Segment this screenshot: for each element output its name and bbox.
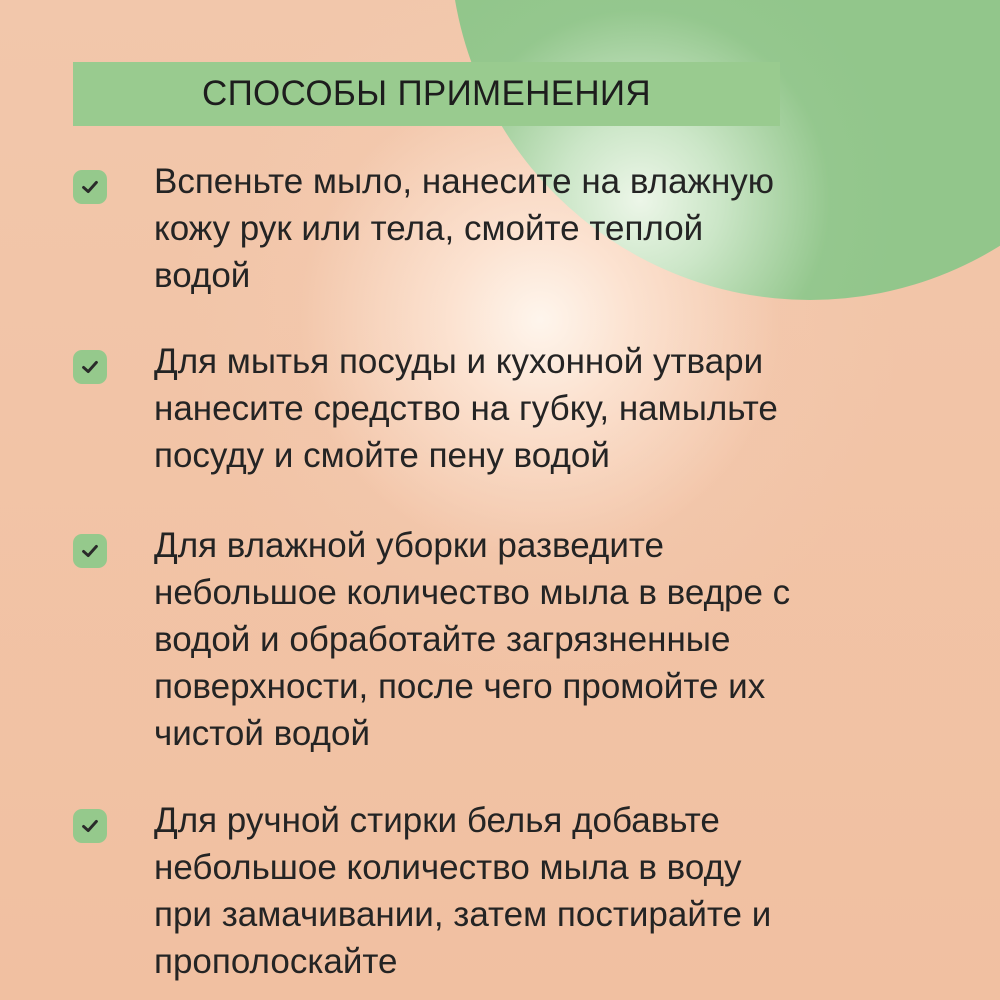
usage-line: посуду и смойте пену водой	[154, 436, 610, 475]
usage-line: водой	[154, 256, 251, 295]
usage-line: Для ручной стирки белья добавьте	[154, 801, 720, 840]
usage-item-text	[154, 797, 771, 985]
usage-line: Для мытья посуды и кухонной утвари	[154, 342, 764, 381]
usage-line: при замачивании, затем постирайте и	[154, 895, 772, 934]
check-icon	[73, 809, 107, 843]
check-icon	[73, 350, 107, 384]
usage-item-2	[73, 338, 953, 479]
usage-line: небольшое количество мыла в ведре с	[154, 573, 791, 612]
usage-line: нанесите средство на губку, намыльте	[154, 389, 778, 428]
usage-line: прополоскайте	[154, 942, 398, 981]
usage-line: поверхности, после чего промойте их	[154, 667, 766, 706]
usage-item-text	[154, 522, 790, 757]
usage-line: кожу рук или тела, смойте теплой	[154, 209, 704, 248]
usage-item-3	[73, 522, 953, 757]
check-icon	[73, 534, 107, 568]
page-title: СПОСОБЫ ПРИМЕНЕНИЯ	[202, 74, 651, 113]
usage-line: водой и обработайте загрязненные	[154, 620, 731, 659]
usage-item-1	[73, 158, 953, 299]
usage-line: Вспеньте мыло, нанесите на влажную	[154, 162, 775, 201]
check-icon	[73, 170, 107, 204]
title-band	[73, 62, 780, 126]
usage-item-text	[154, 158, 774, 299]
usage-line: чистой водой	[154, 714, 370, 753]
usage-line: небольшое количество мыла в воду	[154, 848, 742, 887]
usage-item-text	[154, 338, 778, 479]
usage-item-4	[73, 797, 953, 985]
usage-line: Для влажной уборки разведите	[154, 526, 664, 565]
